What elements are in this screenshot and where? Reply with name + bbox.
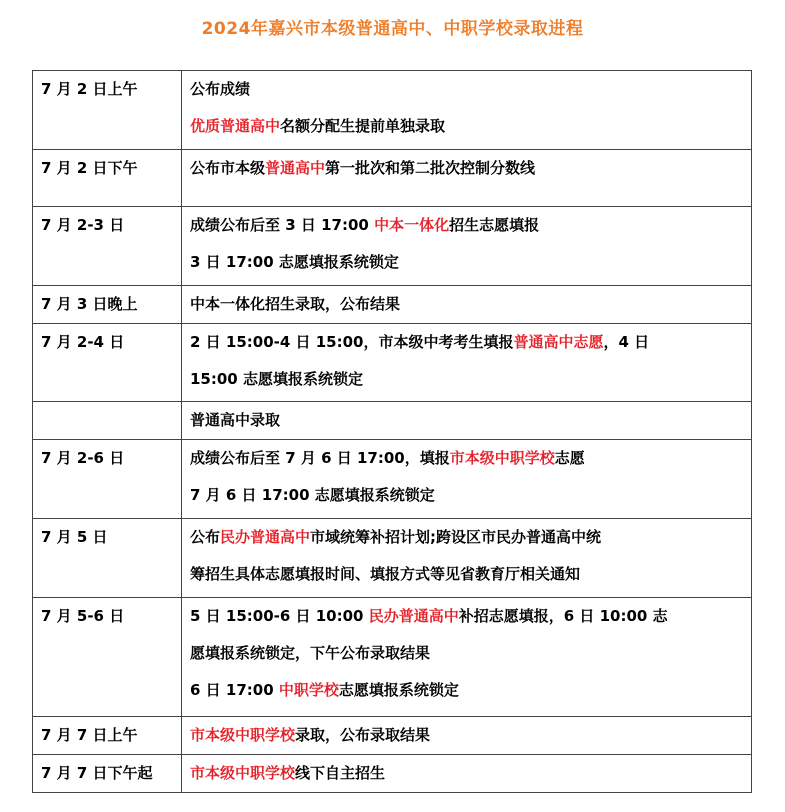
event-text: 招生志愿填报 (449, 216, 540, 234)
table-row (33, 440, 752, 519)
event-cell (182, 286, 752, 324)
event-text: 志愿填报系统锁定 (338, 681, 459, 699)
event-cell (182, 717, 752, 755)
highlight-text: 民办普通高中 (368, 607, 459, 625)
date-cell: 7 月 5 日 (33, 519, 182, 598)
event-line (190, 402, 751, 439)
event-text: 成绩公布后至 7 月 6 日 17:00，填报 (190, 449, 450, 467)
event-text: 成绩公布后至 3 日 17:00 (190, 216, 375, 234)
table-row (33, 71, 752, 150)
date-cell: 7 月 2-4 日 (33, 324, 182, 402)
date-cell: 7 月 5-6 日 (33, 598, 182, 717)
event-line (190, 286, 751, 323)
event-text: 15:00 志愿填报系统锁定 (190, 370, 363, 388)
event-cell (182, 402, 752, 440)
event-line (190, 324, 751, 361)
date-cell (33, 402, 182, 440)
event-line (190, 150, 751, 187)
highlight-text: 市本级中职学校 (190, 726, 296, 744)
event-text: 普通高中录取 (190, 411, 281, 429)
event-cell (182, 324, 752, 402)
event-text: 补招志愿填报，6 日 10:00 志 (458, 607, 668, 625)
date-cell: 7 月 3 日晚上 (33, 286, 182, 324)
highlight-text: 普通高中 (265, 159, 326, 177)
date-cell: 7 月 7 日上午 (33, 717, 182, 755)
table-row (33, 598, 752, 717)
highlight-text: 普通高中志愿 (513, 333, 604, 351)
event-line (190, 755, 751, 792)
event-line (190, 440, 751, 477)
event-text: 6 日 17:00 (190, 681, 279, 699)
event-cell (182, 207, 752, 286)
event-line (190, 672, 751, 709)
page-title: 2024年嘉兴市本级普通高中、中职学校录取进程 (201, 19, 584, 39)
date-cell: 7 月 2-3 日 (33, 207, 182, 286)
event-text: 市域统筹补招计划;跨设区市民办普通高中统 (310, 528, 602, 546)
date-cell: 7 月 2-6 日 (33, 440, 182, 519)
table-row (33, 150, 752, 207)
event-line (190, 635, 751, 672)
event-line (190, 361, 751, 398)
event-text: 5 日 15:00-6 日 10:00 (190, 607, 369, 625)
event-cell (182, 150, 752, 207)
date-cell: 7 月 2 日下午 (33, 150, 182, 207)
highlight-text: 市本级中职学校 (449, 449, 555, 467)
event-text: 录取，公布录取结果 (295, 726, 431, 744)
event-text: 名额分配生提前单独录取 (280, 117, 446, 135)
event-text: 线下自主招生 (295, 764, 386, 782)
event-text: 7 月 6 日 17:00 志愿填报系统锁定 (190, 486, 435, 504)
event-text: 愿填报系统锁定，下午公布录取结果 (190, 644, 431, 662)
event-cell (182, 519, 752, 598)
table-row (33, 755, 752, 793)
event-text: 筹招生具体志愿填报时间、填报方式等见省教育厅相关通知 (190, 565, 581, 583)
admission-schedule-table (32, 70, 752, 793)
event-line (190, 108, 751, 145)
event-cell (182, 755, 752, 793)
event-text: 公布成绩 (190, 80, 251, 98)
event-line (190, 717, 751, 754)
event-text: 2 日 15:00-4 日 15:00，市本级中考考生填报 (190, 333, 514, 351)
event-text: 志愿 (554, 449, 585, 467)
event-text: 中本一体化招生录取，公布结果 (190, 295, 401, 313)
event-cell (182, 440, 752, 519)
event-line (190, 244, 751, 281)
date-cell: 7 月 2 日上午 (33, 71, 182, 150)
table-row (33, 717, 752, 755)
table-row (33, 207, 752, 286)
event-line (190, 207, 751, 244)
table-row (33, 402, 752, 440)
table-row (33, 519, 752, 598)
table-row (33, 324, 752, 402)
event-line (190, 71, 751, 108)
event-text: 第一批次和第二批次控制分数线 (325, 159, 536, 177)
event-text: 公布 (190, 528, 221, 546)
event-cell (182, 598, 752, 717)
table-row (33, 286, 752, 324)
event-line (190, 477, 751, 514)
event-line (190, 519, 751, 556)
event-cell (182, 71, 752, 150)
highlight-text: 中职学校 (278, 681, 339, 699)
event-line (190, 598, 751, 635)
date-cell: 7 月 7 日下午起 (33, 755, 182, 793)
event-text: 3 日 17:00 志愿填报系统锁定 (190, 253, 399, 271)
highlight-text: 民办普通高中 (220, 528, 311, 546)
event-text: ，4 日 (603, 333, 650, 351)
event-line (190, 556, 751, 593)
highlight-text: 市本级中职学校 (190, 764, 296, 782)
highlight-text: 中本一体化 (374, 216, 450, 234)
event-text: 公布市本级 (190, 159, 266, 177)
highlight-text: 优质普通高中 (190, 117, 281, 135)
